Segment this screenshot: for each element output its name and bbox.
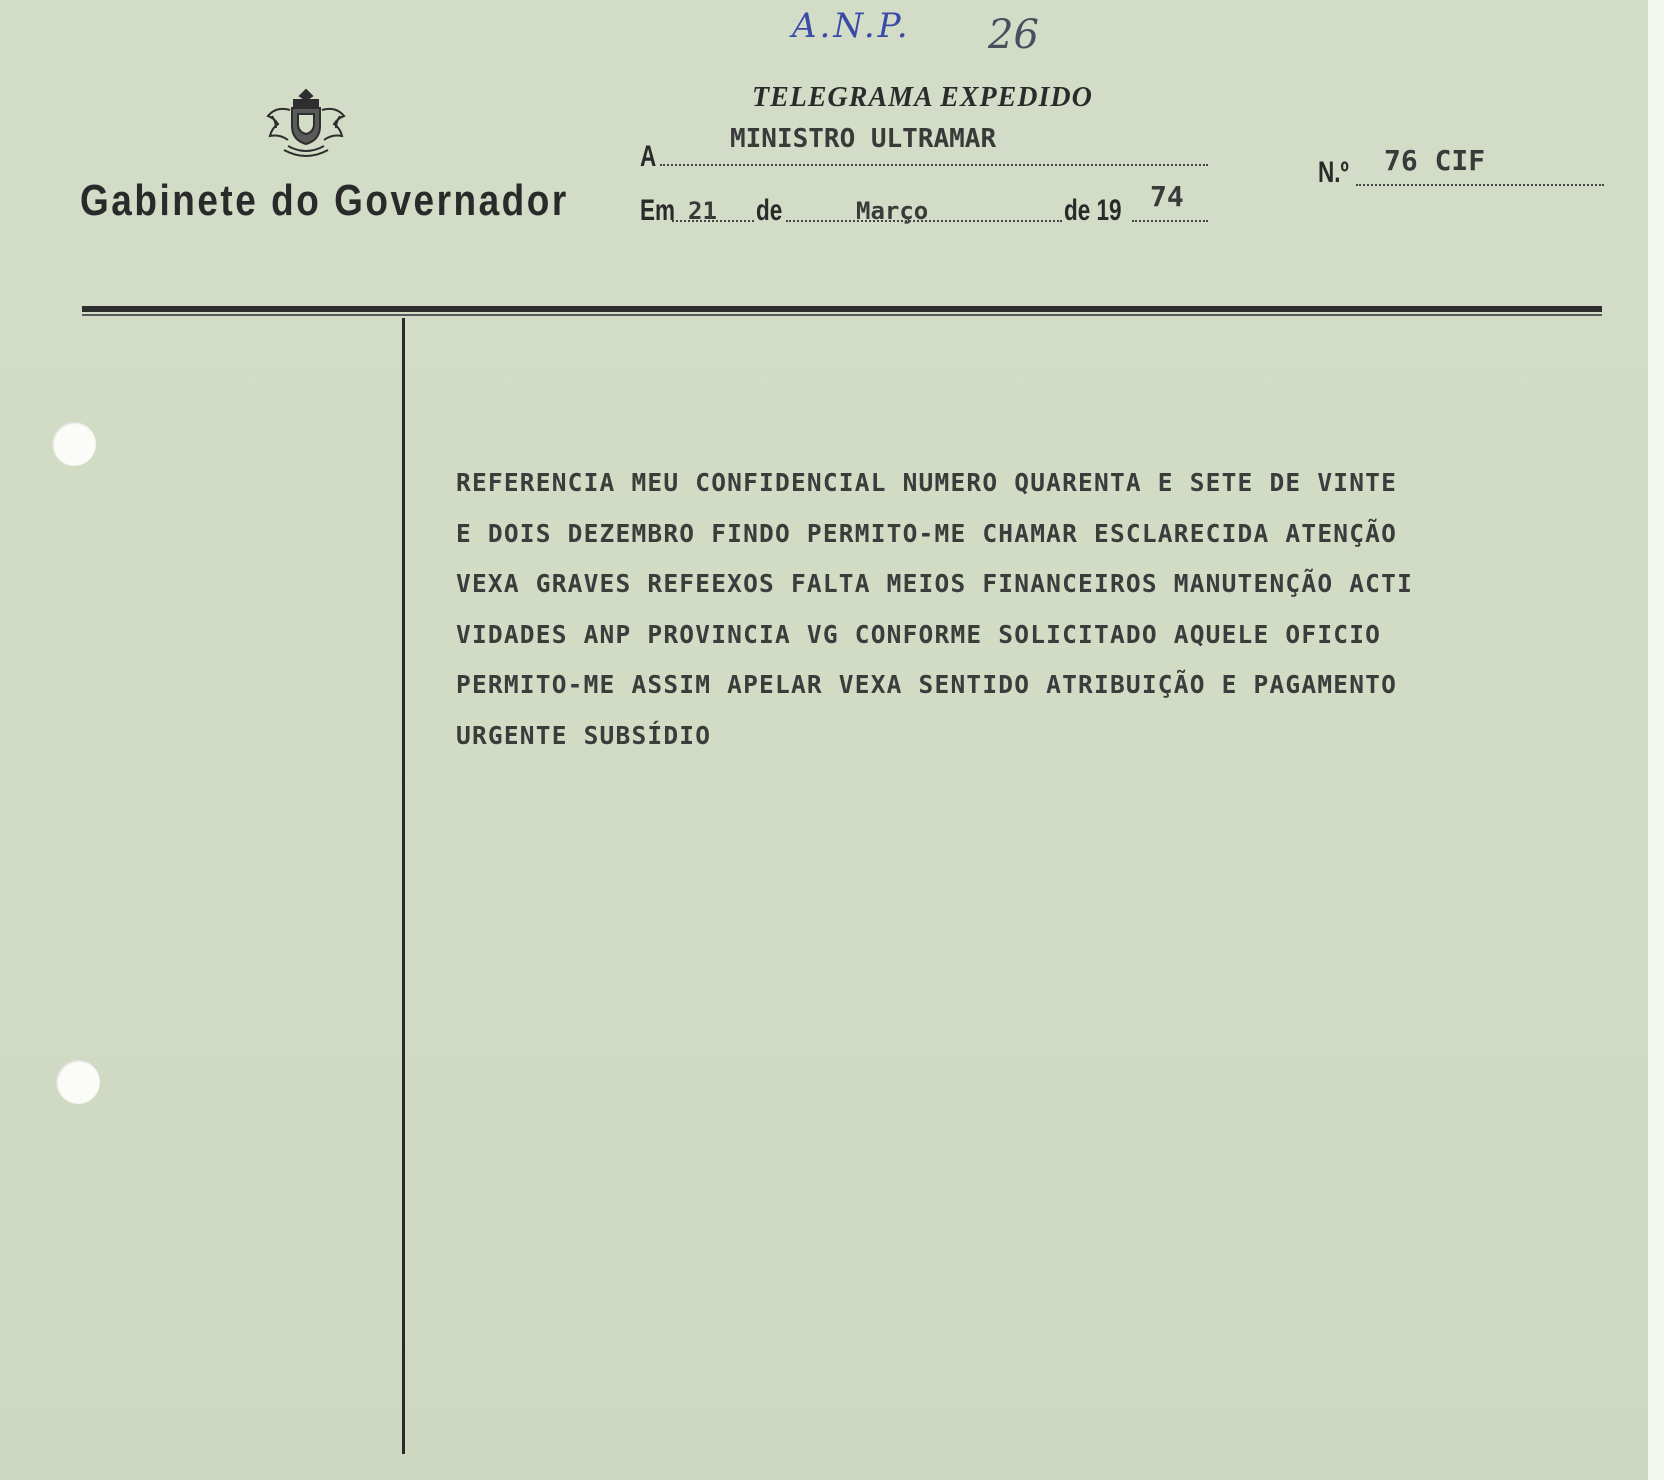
paper-edge — [1648, 0, 1664, 1480]
message-line: REFERENCIA MEU CONFIDENCIAL NUMERO QUARENTA E SETE DE VINTE — [456, 468, 1398, 497]
date-de-label: de — [756, 194, 783, 227]
header-divider-thin — [82, 314, 1602, 316]
punch-hole-top — [52, 422, 96, 466]
message-line: PERMITO-ME ASSIM APELAR VEXA SENTIDO ATRIBUIÇÃO E PAGAMENTO — [456, 670, 1398, 699]
message-body — [456, 458, 1586, 761]
header-divider — [82, 306, 1602, 312]
margin-divider — [402, 318, 405, 1454]
date-century-label: de 19 — [1064, 194, 1122, 227]
handwritten-number: 26 — [988, 12, 1039, 58]
date-year-dotted-line — [1132, 220, 1208, 222]
number-dotted-line — [1356, 184, 1604, 186]
number-value: 76 CIF — [1384, 144, 1486, 177]
document-heading: TELEGRAMA EXPEDIDO — [752, 82, 1093, 113]
handwritten-tag: A.N.P. — [792, 6, 911, 46]
message-line: VEXA GRAVES REFEEXOS FALTA MEIOS FINANCEIROS MANUTENÇÃO ACTI — [456, 569, 1414, 598]
coat-of-arms-icon — [258, 86, 354, 158]
recipient-dotted-line — [660, 164, 1208, 166]
office-title: Gabinete do Governador — [80, 176, 569, 225]
date-prefix: Em — [640, 194, 676, 227]
number-label: N.º — [1318, 156, 1349, 189]
date-year: 74 — [1150, 180, 1184, 213]
message-line: E DOIS DEZEMBRO FINDO PERMITO-ME CHAMAR ESCLARECIDA ATENÇÃO — [456, 518, 1398, 548]
message-line: VIDADES ANP PROVINCIA VG CONFORME SOLICITADO AQUELE OFICIO — [456, 619, 1382, 649]
recipient-label: A — [640, 140, 657, 173]
date-month: Março — [856, 197, 929, 225]
date-day: 21 — [688, 197, 717, 225]
message-line: URGENTE SUBSÍDIO — [456, 720, 712, 750]
recipient-value: MINISTRO ULTRAMAR — [730, 124, 997, 154]
punch-hole-bottom — [56, 1060, 100, 1104]
